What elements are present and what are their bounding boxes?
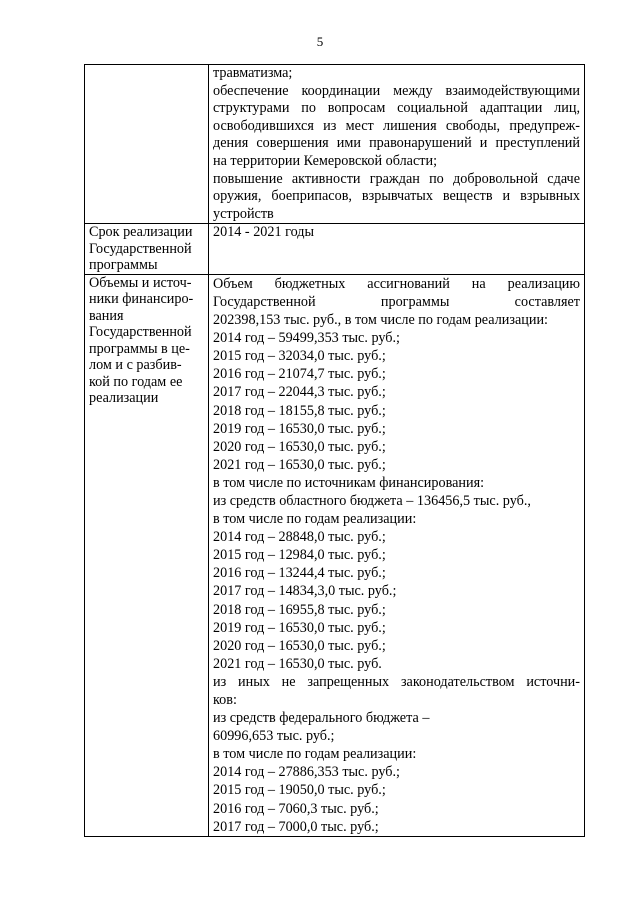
content-line: повышение активности граждан по добровольной сдаче: [213, 170, 580, 187]
label-line: Государственной: [89, 240, 192, 257]
row-content-cell: [209, 274, 585, 836]
row-label-cell: [85, 65, 209, 224]
content-line: из средств федерального бюджета –: [213, 710, 430, 727]
page-number: 5: [316, 34, 324, 49]
content-line: 2017 год – 14834,3,0 тыс. руб.;: [213, 583, 397, 600]
table-body: [85, 65, 585, 837]
content-line: в том числе по источникам финансирования:: [213, 474, 485, 491]
content-line: 2019 год – 16530,0 тыс. руб.;: [213, 619, 386, 636]
row-label-cell: [85, 224, 209, 275]
content-line: 2015 год – 12984,0 тыс. руб.;: [213, 547, 386, 564]
content-line: из иных не запрещенных законодательством источни-: [213, 673, 580, 690]
label-line: кой по годам ее: [89, 373, 183, 390]
content-line: освободившихся из мест лишения свободы, предупреж-: [213, 117, 580, 134]
content-line: 2014 - 2021 годы: [213, 224, 315, 241]
content-line: 2015 год – 32034,0 тыс. руб.;: [213, 348, 386, 365]
content-line: Объем бюджетных ассигнований на реализацию: [213, 275, 580, 292]
content-line: 2017 год – 7000,0 тыс. руб.;: [213, 818, 379, 835]
content-line: 2020 год – 16530,0 тыс. руб.;: [213, 438, 386, 455]
label-line: Срок реализации: [89, 224, 193, 241]
content-line: 60996,653 тыс. руб.;: [213, 728, 335, 745]
content-line: 2014 год – 59499,353 тыс. руб.;: [213, 330, 400, 347]
label-line: программы: [89, 257, 158, 274]
content-line: в том числе по годам реализации:: [213, 511, 417, 528]
content-line: 2021 год – 16530,0 тыс. руб.;: [213, 456, 386, 473]
content-line: 2017 год – 22044,3 тыс. руб.;: [213, 384, 386, 401]
table-row: [85, 224, 585, 275]
content-line: 202398,153 тыс. руб., в том числе по годам реализации:: [213, 312, 548, 329]
content-line: ков:: [213, 692, 237, 708]
row-content-cell: [209, 224, 585, 275]
label-line: лом и с разбив-: [89, 357, 182, 374]
program-passport-table: [84, 64, 585, 837]
content-line: устройств: [213, 205, 274, 222]
label-line: реализации: [89, 390, 159, 407]
label-line: Государственной: [89, 324, 192, 341]
label-line: ники финансиро-: [89, 291, 194, 308]
label-line: Объемы и источ-: [89, 274, 192, 291]
row-label-cell: [85, 274, 209, 836]
table-row: [85, 65, 585, 224]
label-line: вания: [89, 307, 124, 324]
content-line: структурами по вопросам социальной адаптации лиц,: [213, 100, 580, 117]
content-line: 2020 год – 16530,0 тыс. руб.;: [213, 637, 386, 654]
content-line: 2014 год – 28848,0 тыс. руб.;: [213, 529, 386, 546]
content-line: дения совершения ими правонарушений и преступлений: [213, 135, 580, 152]
content-line: на территории Кемеровской области;: [213, 152, 438, 169]
content-line: из средств областного бюджета – 136456,5 тыс. руб.,: [213, 492, 531, 509]
row-content-cell: [209, 65, 585, 224]
content-line: обеспечение координации между взаимодействующими: [213, 82, 580, 99]
table-row: [85, 274, 585, 836]
content-line: 2021 год – 16530,0 тыс. руб.: [213, 655, 382, 672]
content-line: травматизма;: [213, 65, 293, 81]
content-line: в том числе по годам реализации:: [213, 746, 417, 763]
content-line: оружия, боеприпасов, взрывчатых веществ и взрывных: [213, 188, 580, 205]
content-line: 2016 год – 13244,4 тыс. руб.;: [213, 565, 386, 582]
content-line: 2014 год – 27886,353 тыс. руб.;: [213, 764, 400, 781]
content-line: 2015 год – 19050,0 тыс. руб.;: [213, 782, 386, 799]
content-line: Государственной программы составляет: [213, 293, 580, 310]
content-line: 2019 год – 16530,0 тыс. руб.;: [213, 420, 386, 437]
label-line: программы в це-: [89, 340, 190, 357]
content-line: 2016 год – 7060,3 тыс. руб.;: [213, 800, 379, 817]
content-line: 2018 год – 18155,8 тыс. руб.;: [213, 402, 386, 419]
content-line: 2016 год – 21074,7 тыс. руб.;: [213, 366, 386, 383]
content-line: 2018 год – 16955,8 тыс. руб.;: [213, 601, 386, 618]
